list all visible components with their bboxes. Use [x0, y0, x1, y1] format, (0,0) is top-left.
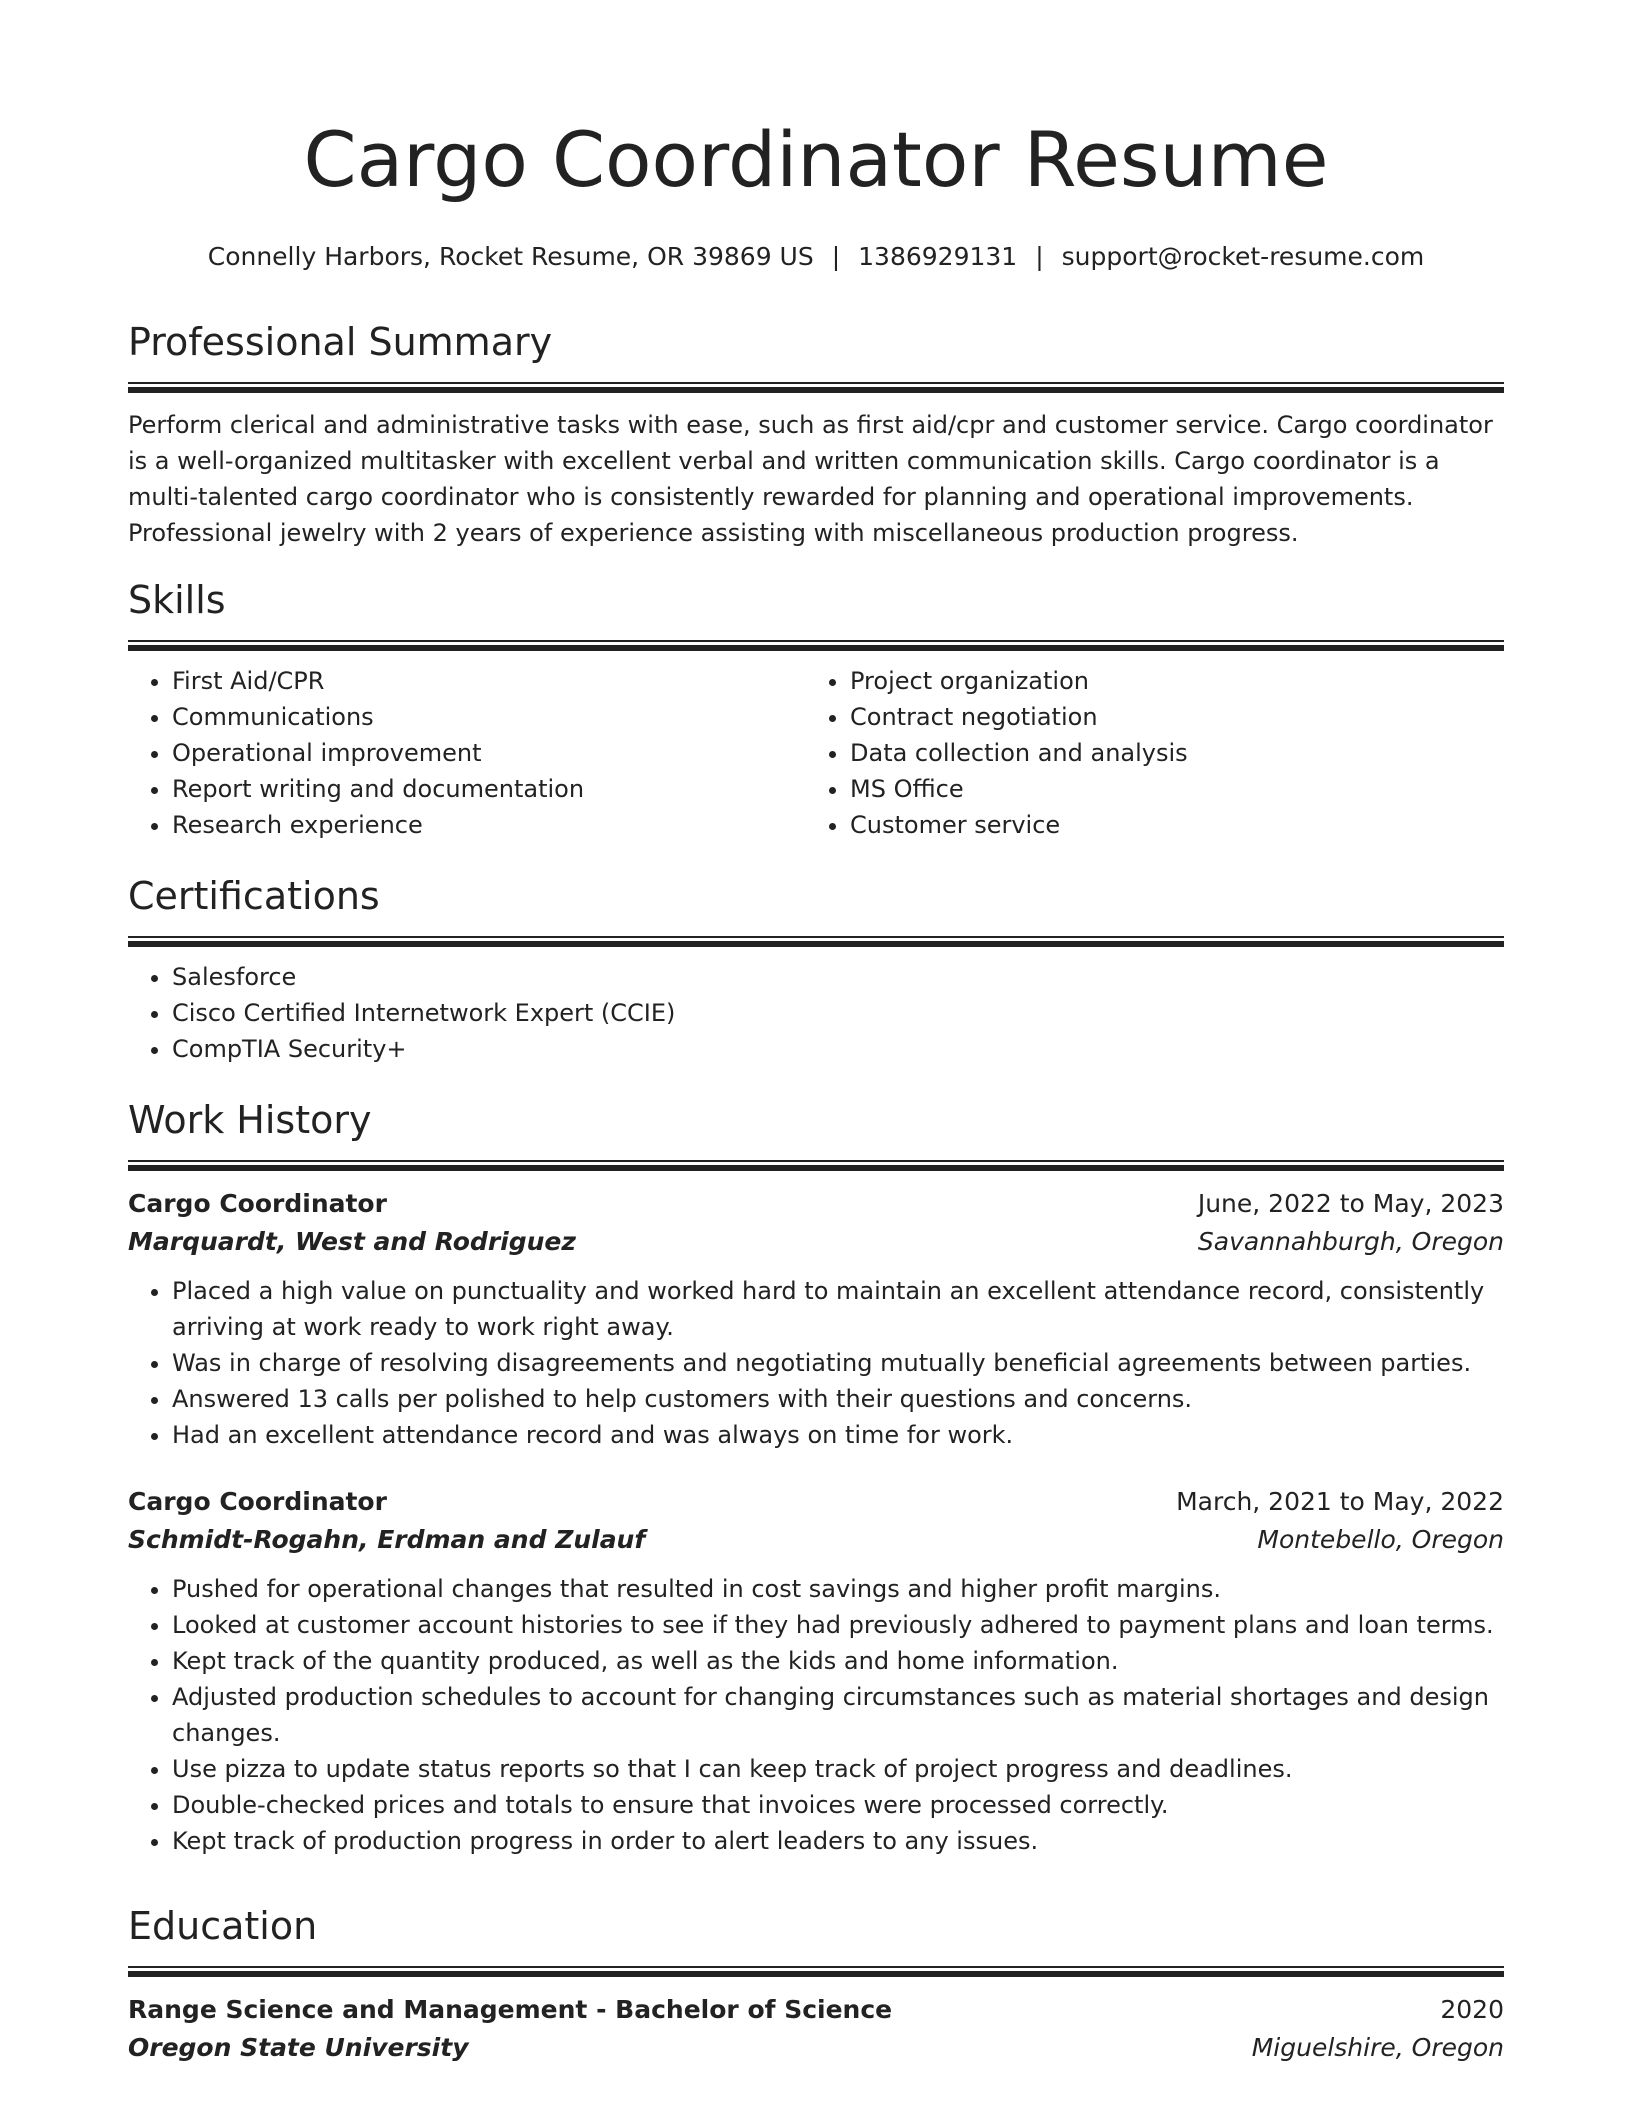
resume-title: Cargo Coordinator Resume: [303, 115, 1329, 204]
contact-separator: |: [831, 242, 841, 271]
contact-separator: |: [1035, 242, 1044, 271]
education-section: [128, 1902, 1504, 2067]
section-divider: [128, 936, 1504, 947]
education-year: 2020: [1440, 1995, 1504, 2024]
list-item: • First Aid/CPR: [172, 663, 806, 699]
education-degree: Range Science and Management - Bachelor of Science: [128, 1995, 893, 2024]
list-item: • Was in charge of resolving disagreements and negotiating mutually beneficial agreements between parties.: [172, 1345, 1504, 1381]
education-entry: [128, 1991, 1504, 2067]
list-item: • Data collection and analysis: [850, 735, 1484, 771]
contact-email: support@rocket-resume.com: [1061, 242, 1425, 271]
job-company: Marquardt, West and Rodriguez: [128, 1227, 576, 1256]
job-dates: June, 2022 to May, 2023: [1197, 1189, 1504, 1218]
list-item: • Customer service: [850, 807, 1484, 843]
list-item: • Contract negotiation: [850, 699, 1484, 735]
section-divider: [128, 1160, 1504, 1171]
list-item: • MS Office: [850, 771, 1484, 807]
job-dates: March, 2021 to May, 2022: [1176, 1487, 1504, 1516]
skills-grid: [128, 663, 1504, 843]
job-entry: [128, 1185, 1504, 1453]
list-item: • Pushed for operational changes that resulted in cost savings and higher profit margins.: [172, 1571, 1504, 1607]
list-item: • Adjusted production schedules to account for changing circumstances such as material shortages and design changes.: [172, 1679, 1504, 1751]
list-item: • Project organization: [850, 663, 1484, 699]
skills-section: [128, 576, 1504, 843]
education-location: Miguelshire, Oregon: [1251, 2033, 1504, 2062]
contact-address: Connelly Harbors, Rocket Resume, OR 39869 US: [207, 242, 814, 271]
section-divider: [128, 640, 1504, 651]
list-item: • Placed a high value on punctuality and worked hard to maintain an excellent attendance record, consistently arriving at work ready to work right away.: [172, 1273, 1504, 1345]
certifications-section: [128, 872, 1504, 1067]
list-item: • Had an excellent attendance record and was always on time for work.: [172, 1417, 1504, 1453]
education-school: Oregon State University: [128, 2033, 469, 2062]
list-item: • Use pizza to update status reports so that I can keep track of project progress and deadlines.: [172, 1751, 1504, 1787]
certifications-heading: Certifications: [128, 874, 380, 918]
job-company: Schmidt-Rogahn, Erdman and Zulauf: [128, 1525, 646, 1554]
work-history-heading: Work History: [128, 1098, 372, 1142]
list-item: • Salesforce: [172, 959, 1504, 995]
list-item: • CompTIA Security+: [172, 1031, 1504, 1067]
contact-phone: 1386929131: [858, 242, 1018, 271]
summary-heading: Professional Summary: [128, 320, 553, 364]
list-item: • Kept track of the quantity produced, as well as the kids and home information.: [172, 1643, 1504, 1679]
job-entry: [128, 1483, 1504, 1859]
list-item: • Operational improvement: [172, 735, 806, 771]
section-divider: [128, 382, 1504, 393]
job-title: Cargo Coordinator: [128, 1189, 387, 1218]
summary-section: [128, 318, 1504, 551]
list-item: • Research experience: [172, 807, 806, 843]
skills-column-left: [128, 663, 806, 843]
list-item: • Double-checked prices and totals to ensure that invoices were processed correctly.: [172, 1787, 1504, 1823]
list-item: • Answered 13 calls per polished to help customers with their questions and concerns.: [172, 1381, 1504, 1417]
summary-text: Perform clerical and administrative tasks with ease, such as first aid/cpr and customer service. Cargo coordinator is a well-organized multitasker with excellent verbal and written communication skills. Cargo coordinator is a multi-talented cargo coordinator who is consistently rewarded for planning and operational improvements. Professional jewelry with 2 years of experience assisting with miscellaneous production progress.: [128, 411, 1493, 547]
contact-line: [128, 238, 1504, 276]
list-item: • Report writing and documentation: [172, 771, 806, 807]
list-item: • Cisco Certified Internetwork Expert (CCIE): [172, 995, 1504, 1031]
education-heading: Education: [128, 1904, 318, 1948]
work-history-section: [128, 1096, 1504, 1859]
list-item: • Looked at customer account histories to see if they had previously adhered to payment plans and loan terms.: [172, 1607, 1504, 1643]
list-item: • Communications: [172, 699, 806, 735]
job-location: Montebello, Oregon: [1257, 1525, 1504, 1554]
skills-heading: Skills: [128, 578, 226, 622]
skills-column-right: [806, 663, 1484, 843]
job-location: Savannahburgh, Oregon: [1197, 1227, 1504, 1256]
section-divider: [128, 1966, 1504, 1977]
job-title: Cargo Coordinator: [128, 1487, 387, 1516]
list-item: • Kept track of production progress in order to alert leaders to any issues.: [172, 1823, 1504, 1859]
